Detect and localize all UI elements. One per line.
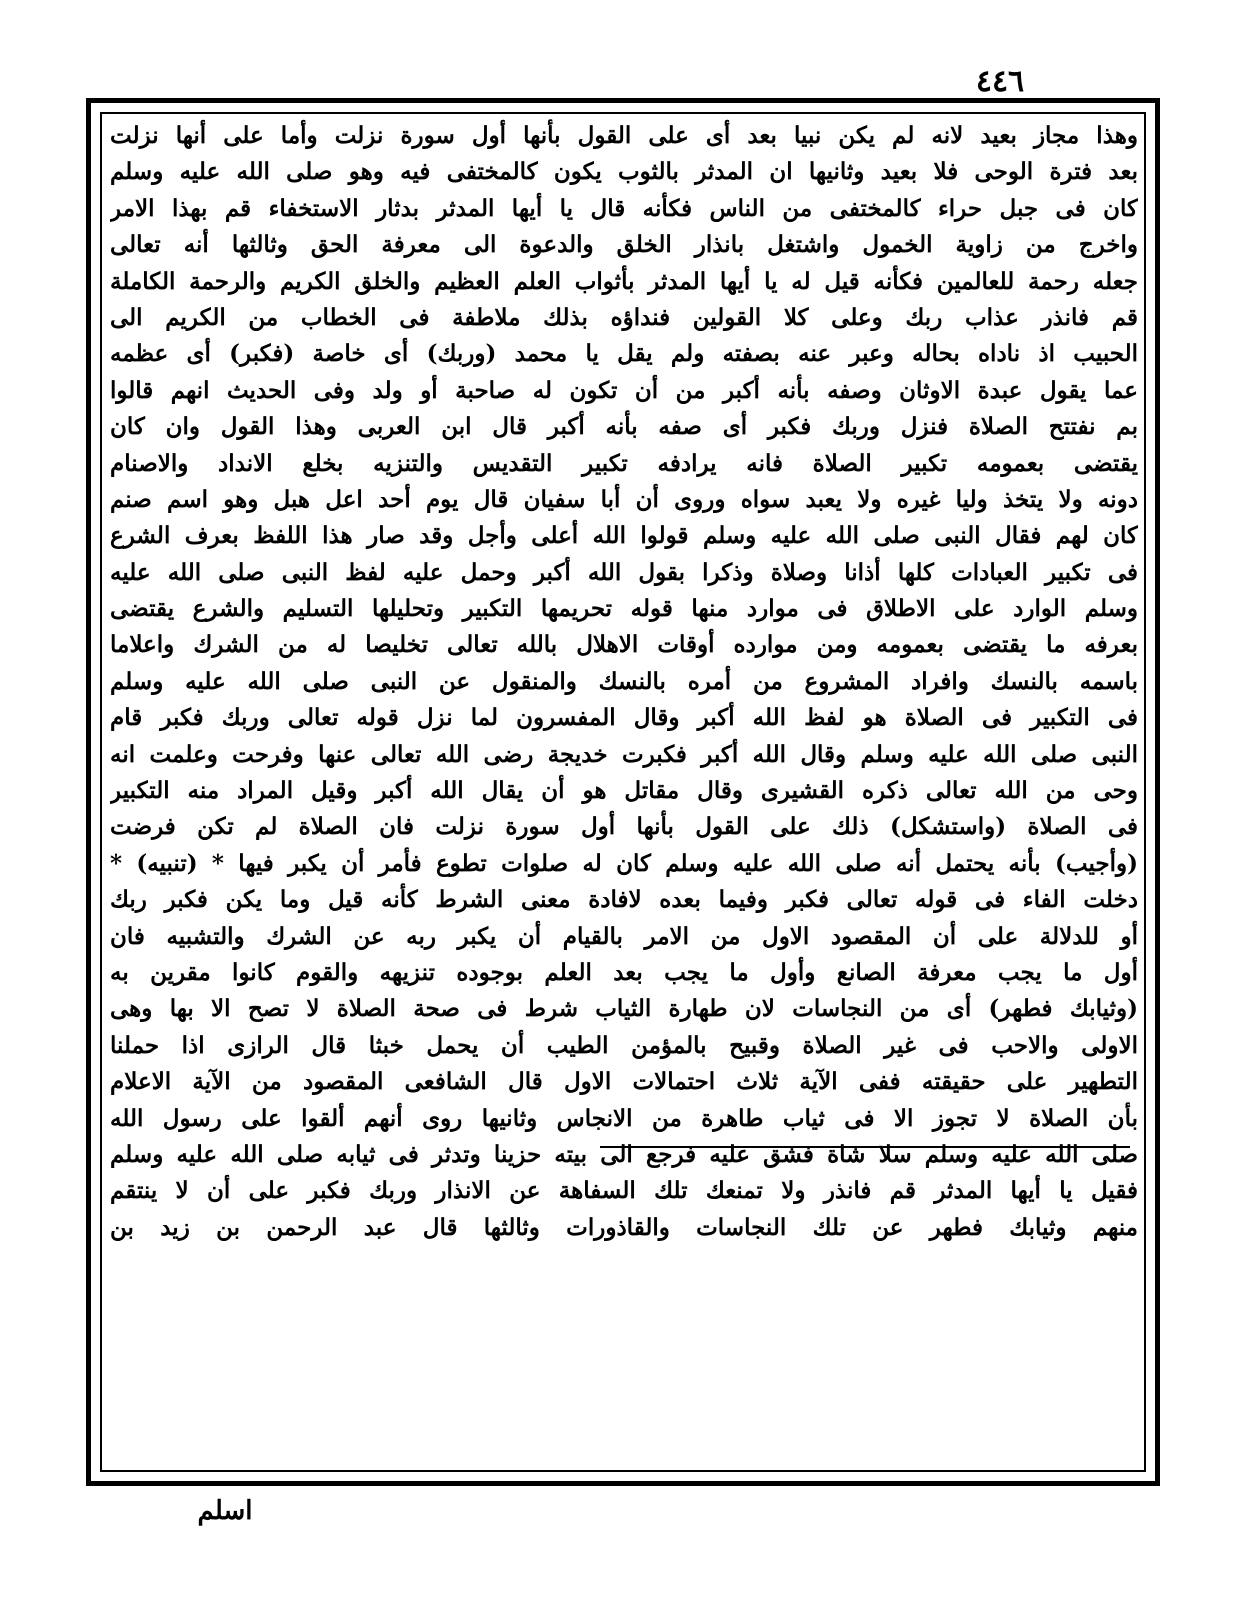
text-line: التطهير على حقيقته ففى الآية ثلاث احتمالات الاول قال الشافعى المقصود من الآية الاعلام xyxy=(110,1068,1138,1096)
body-text xyxy=(110,118,1138,1246)
text-line: أول ما يجب معرفة الصانع وأول ما يجب بعد العلم بوجوده تنزيهه والقوم كانوا مقرين به xyxy=(110,958,1138,986)
text-line: منهم وثيابك فطهر عن تلك النجاسات والقاذورات وثالثها قال عبد الرحمن بن زيد بن xyxy=(110,1213,1138,1241)
text-line: وحى من الله تعالى ذكره القشيرى وقال مقاتل هو أن يقال الله أكبر وقيل المراد منه التكبير xyxy=(110,777,1138,805)
section-divider xyxy=(600,1146,1130,1148)
text-line: وهذا مجاز بعيد لانه لم يكن نبيا بعد أى على القول بأنها أول سورة نزلت وأما على أنها نزلت xyxy=(110,122,1138,149)
text-line: الحبيب اذ ناداه بحاله وعبر عنه بصفته ولم يقل يا محمد (وربك) أى خاصة (فكبر) أى عظمه xyxy=(110,340,1138,368)
catchword: اسلم xyxy=(197,1496,253,1526)
text-line: الاولى والاحب فى غير الصلاة وقبيح بالمؤمن الطيب أن يحمل خبثا قال الرازى اذا حملنا xyxy=(110,1031,1138,1059)
text-line: جعله رحمة للعالمين فكأنه قيل له يا أيها المدثر بأثواب العلم العظيم والخلق الكريم والرحمة الكاملة xyxy=(110,267,1138,295)
text-line: فى تكبير العبادات كلها أذانا وصلاة وذكرا بقول الله أكبر وحمل عليه لفظ النبى صلى الله عليه xyxy=(110,558,1138,586)
text-line: عما يقول عبدة الاوثان وصفه بأنه أكبر من أن تكون له صاحبة أو ولد وفى الحديث انهم قالوا xyxy=(110,376,1138,404)
text-line: كان فى جبل حراء كالمختفى من الناس فكأنه قال يا أيها المدثر بدثار الاستخفاء قم بهذا الامر xyxy=(110,194,1138,222)
text-line: كان لهم فقال النبى صلى الله عليه وسلم قولوا الله أعلى وأجل وقد صار هذا اللفظ بعرف الشرع xyxy=(110,522,1138,550)
text-line: (وثيابك فطهر) أى من النجاسات لان طهارة الثياب شرط فى صحة الصلاة لا تصح الا بها وهى xyxy=(110,995,1138,1023)
text-line: باسمه بالنسك وافراد المشروع من أمره بالنسك والمنقول عن النبى صلى الله عليه وسلم xyxy=(110,667,1138,695)
text-line: دونه ولا يتخذ وليا غيره ولا يعبد سواه وروى أن أبا سفيان قال يوم أحد اعل هبل وهو اسم صنم xyxy=(110,485,1138,513)
page-number: ٤٤٦ xyxy=(975,64,1025,99)
text-line: يقتضى بعمومه تكبير الصلاة فانه يرادفه تكبير التقديس والتنزيه بخلع الانداد والاصنام xyxy=(110,449,1138,477)
text-line: فى التكبير فى الصلاة هو لفظ الله أكبر وقال المفسرون لما نزل قوله تعالى وربك فكبر قام xyxy=(110,704,1138,732)
text-line: بأن الصلاة لا تجوز الا فى ثياب طاهرة من الانجاس وثانيها روى أنهم ألقوا على رسول الله xyxy=(110,1104,1138,1132)
text-line: فى الصلاة (واستشكل) ذلك على القول بأنها أول سورة نزلت فان الصلاة لم تكن فرضت xyxy=(110,813,1138,841)
text-line: دخلت الفاء فى قوله تعالى فكبر وفيما بعده لافادة معنى الشرط كأنه قيل وما يكن فكبر ربك xyxy=(110,886,1138,914)
text-line: بعد فترة الوحى فلا بعيد وثانيها ان المدثر بالثوب يكون كالمختفى فيه وهو صلى الله عليه وسلم xyxy=(110,158,1138,186)
text-line: صلى الله عليه وسلم سلا شاة فشق عليه فرجع الى بيته حزينا وتدثر فى ثيابه صلى الله عليه وسلم xyxy=(110,1140,1138,1168)
text-line: واخرج من زاوية الخمول واشتغل بانذار الخلق والدعوة الى معرفة الحق وثالثها أنه تعالى xyxy=(110,231,1138,259)
text-line: (وأجيب) بأنه يحتمل أنه صلى الله عليه وسلم كان له صلوات تطوع فأمر أن يكبر فيها * (تنبيه) * xyxy=(110,849,1138,877)
text-line: النبى صلى الله عليه وسلم وقال الله أكبر فكبرت خديجة رضى الله تعالى عنها وفرحت وعلمت انه xyxy=(110,740,1138,768)
text-line: قم فانذر عذاب ربك وعلى كلا القولين فنداؤه بذلك ملاطفة فى الخطاب من الكريم الى xyxy=(110,303,1138,331)
text-line: فقيل يا أيها المدثر قم فانذر ولا تمنعك تلك السفاهة عن الانذار وربك فكبر على أن لا ينتقم xyxy=(110,1177,1138,1205)
text-line: أو للدلالة على أن المقصود الاول من الامر بالقيام أن يكبر ربه عن الشرك والتشبيه فان xyxy=(110,922,1138,950)
text-line: وسلم الوارد على الاطلاق فى موارد منها قوله تحريمها التكبير وتحليلها التسليم والشرع يقتضى xyxy=(110,595,1138,623)
text-line: بم نفتتح الصلاة فنزل وربك فكبر أى صفه بأنه أكبر قال ابن العربى وهذا القول وان كان xyxy=(110,413,1138,441)
text-line: بعرفه ما يقتضى بعمومه ومن موارده أوقات الاهلال بالله تعالى تخليصا له من الشرك واعلاما xyxy=(110,631,1138,659)
